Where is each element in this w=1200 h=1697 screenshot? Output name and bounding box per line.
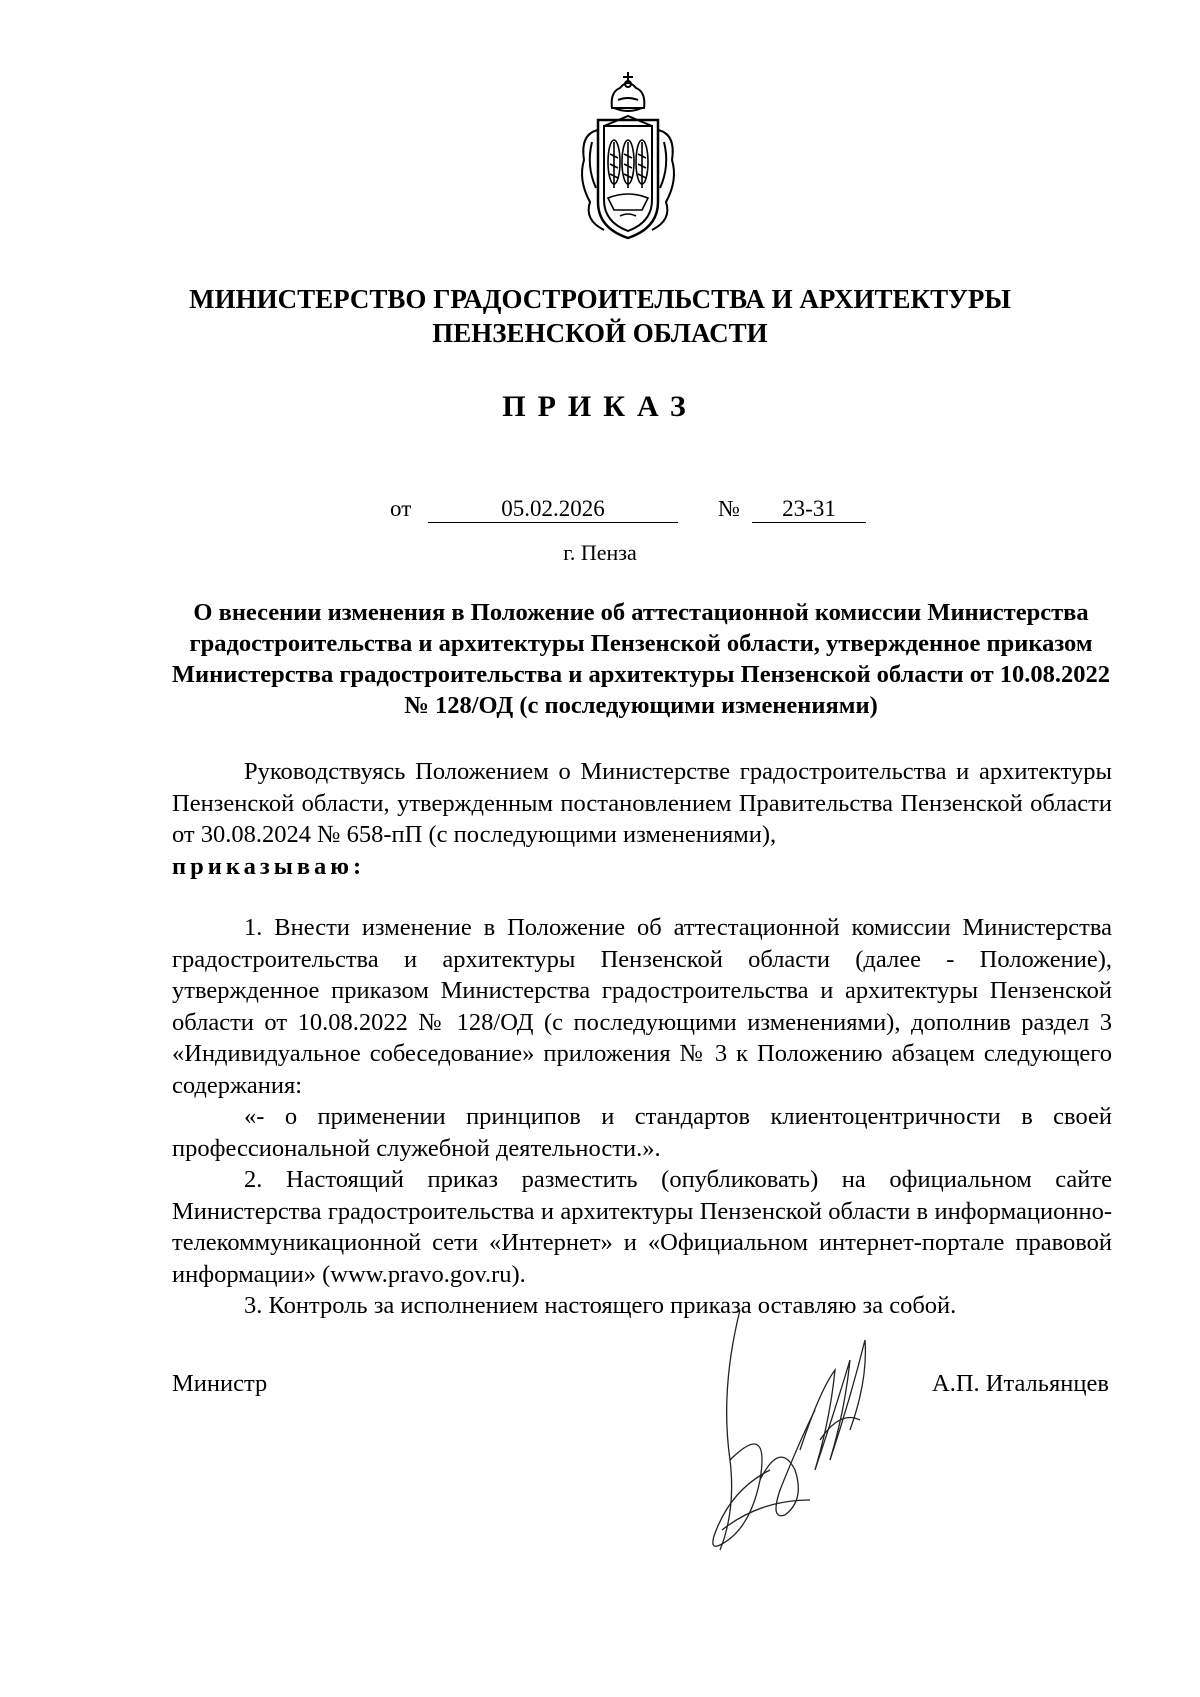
signatory-name: А.П. Итальянцев	[932, 1370, 1109, 1397]
order-item: 3. Контроль за исполнением настоящего приказа оставляю за собой.	[244, 1292, 957, 1319]
preamble-text: Руководствуясь Положением о Министерстве градостроительства и архитектуры Пензенской области, утвержденным постановлением Правительства Пензенской области от 30.08.2024 № 658-пП (с последующими изменениями),	[172, 758, 1112, 848]
order-number: 23-31	[752, 496, 866, 523]
order-word: приказываю:	[172, 852, 366, 880]
number-label: №	[718, 496, 740, 521]
document-type: ПРИКАЗ	[502, 390, 698, 423]
from-label: от	[390, 496, 412, 521]
ministry-name-line2: ПЕНЗЕНСКОЙ ОБЛАСТИ	[432, 318, 768, 348]
order-item: «- о применении принципов и стандартов клиентоцентричности в своей профессиональной служебной деятельности.».	[172, 1103, 1112, 1162]
ministry-name-line1: МИНИСТЕРСТВО ГРАДОСТРОИТЕЛЬСТВА И АРХИТЕКТУРЫ	[189, 284, 1011, 314]
ministry-name	[0, 282, 1200, 350]
handwritten-signature	[700, 1300, 880, 1565]
order-items	[172, 912, 1112, 1322]
date-number-line	[380, 496, 880, 526]
preamble	[172, 756, 1112, 882]
order-item: 2. Настоящий приказ разместить (опубликовать) на официальном сайте Министерства градостроительства и архитектуры Пензенской области в информационно-телекоммуникационной сети «Интернет» и «Официальном интернет-портале правовой информации» (www.pravo.gov.ru).	[172, 1166, 1112, 1288]
city: г. Пенза	[563, 540, 637, 565]
coat-of-arms-icon	[568, 70, 688, 242]
order-date: 05.02.2026	[428, 496, 678, 523]
signatory-title: Министр	[172, 1370, 268, 1397]
order-item: 1. Внести изменение в Положение об аттестационной комиссии Министерства градостроительства и архитектуры Пензенской области (далее - Положение), утвержденное приказом Министерства градостроительства и архитектуры Пензенской области от 10.08.2022 № 128/ОД (с последующими изменениями), дополнив раздел 3 «Индивидуальное собеседование» приложения № 3 к Положению абзацем следующего содержания:	[172, 914, 1112, 1099]
order-subject: О внесении изменения в Положение об аттестационной комиссии Министерства градостроительства и архитектуры Пензенской области, утвержденное приказом Министерства градостроительства и архитектуры Пензенской области от 10.08.2022 № 128/ОД (с последующими изменениями)	[171, 599, 1111, 719]
